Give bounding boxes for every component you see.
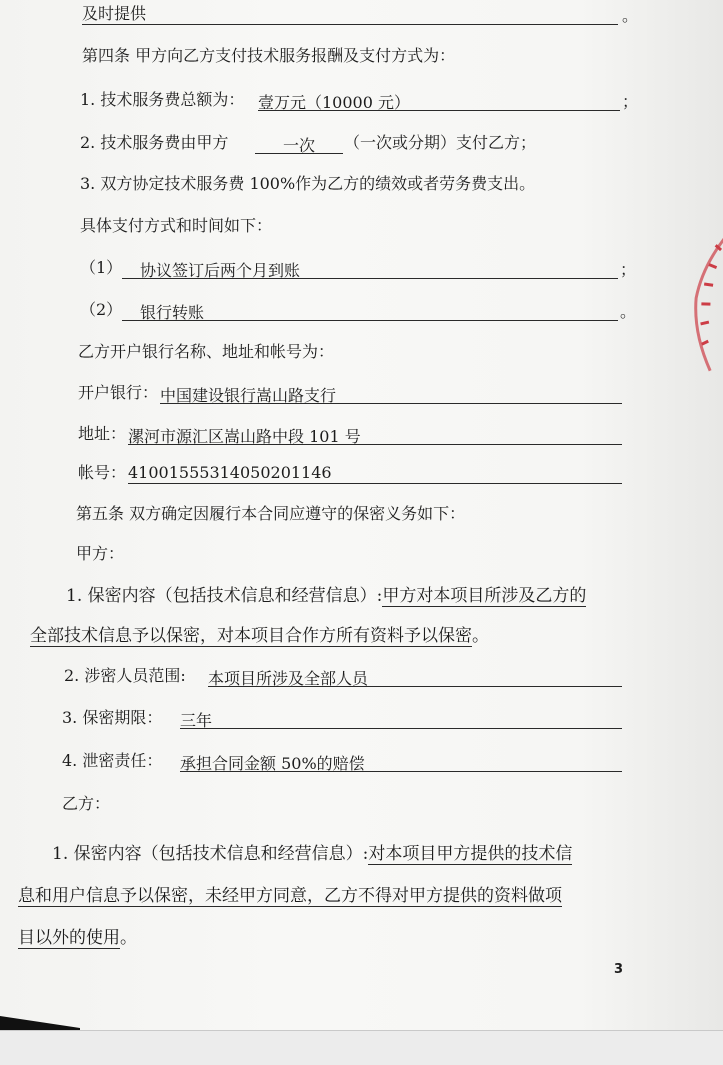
underline-timely xyxy=(82,4,618,25)
pay2-field xyxy=(122,300,618,321)
bank-intro: 乙方开户银行名称、地址和帐号为： xyxy=(78,342,335,361)
period: 。 xyxy=(622,6,639,25)
a1-label: 1. 保密内容（包括技术信息和经营信息）: xyxy=(66,586,383,606)
a4-label: 4. 泄密责任： xyxy=(62,751,163,770)
a1-value-2: 全部技术信息予以保密，对本项目合作方所有资料予以保密 xyxy=(30,626,472,646)
red-seal-stamp xyxy=(680,223,723,377)
a1-line-2 xyxy=(30,626,489,646)
scan-bottom-edge xyxy=(0,1030,723,1065)
fee-pay-label: 2. 技术服务费由甲方 xyxy=(80,133,229,152)
party-b-heading: 乙方： xyxy=(62,794,111,813)
period: 。 xyxy=(620,302,637,321)
pay-detail-title: 具体支付方式和时间如下： xyxy=(80,216,273,235)
a1-value-1: 甲方对本项目所涉及乙方的 xyxy=(382,586,587,606)
page-number: 3 xyxy=(613,962,623,977)
text-timely: 及时提供 xyxy=(82,4,147,23)
pay1-value: 协议签订后两个月到账 xyxy=(140,261,301,280)
a2-field xyxy=(208,666,622,687)
address-value: 漯河市源汇区嵩山路中段 101 号 xyxy=(128,427,361,446)
a4-value: 承担合同金额 50%的赔偿 xyxy=(180,754,365,773)
fee-pay-field xyxy=(255,133,343,154)
a1-end: 。 xyxy=(472,626,489,646)
b1-line-2 xyxy=(18,886,562,906)
b1-line xyxy=(52,844,572,864)
pay1-label: （1） xyxy=(80,258,123,277)
bank-value: 中国建设银行嵩山路支行 xyxy=(160,386,337,405)
semicolon: ； xyxy=(620,260,637,279)
fee-total-field xyxy=(258,90,620,111)
a2-label: 2. 涉密人员范围: xyxy=(64,666,186,685)
b1-value-1: 对本项目甲方提供的技术信 xyxy=(368,844,573,864)
b1-end: 。 xyxy=(120,928,137,948)
pay2-value: 银行转账 xyxy=(140,303,205,322)
a1-line xyxy=(66,586,586,606)
account-value: 41001555314050201146 xyxy=(128,463,332,482)
party-a-heading: 甲方： xyxy=(76,544,125,563)
pay2-label: （2） xyxy=(80,300,123,319)
fee-total-label: 1. 技术服务费总额为： xyxy=(80,90,245,109)
a3-field xyxy=(180,708,622,729)
pay1-field xyxy=(122,258,618,279)
semicolon: ； xyxy=(622,92,639,111)
fee-pay-value: 一次 xyxy=(282,136,315,155)
bank-label: 开户银行： xyxy=(78,383,159,402)
account-field xyxy=(128,463,622,484)
b1-line-3 xyxy=(18,928,137,948)
address-label: 地址： xyxy=(78,424,127,443)
b1-value-3: 目以外的使用 xyxy=(18,928,120,948)
a4-field xyxy=(180,751,622,772)
a3-value: 三年 xyxy=(180,711,213,730)
fee-pay-rest: （一次或分期）支付乙方； xyxy=(344,133,537,152)
address-field xyxy=(128,424,622,445)
fee-total-value: 壹万元（10000 元） xyxy=(258,93,410,112)
fee-share-text: 3. 双方协定技术服务费 100%作为乙方的绩效或者劳务费支出。 xyxy=(80,174,536,193)
article-5-title: 第五条 双方确定因履行本合同应遵守的保密义务如下： xyxy=(76,504,466,523)
a2-value: 本项目所涉及全部人员 xyxy=(208,669,369,688)
b1-value-2: 息和用户信息予以保密，未经甲方同意，乙方不得对甲方提供的资料做项 xyxy=(18,886,562,906)
b1-label: 1. 保密内容（包括技术信息和经营信息）: xyxy=(52,844,369,864)
account-label: 帐号： xyxy=(78,463,127,482)
a3-label: 3. 保密期限： xyxy=(62,708,163,727)
bank-field xyxy=(160,383,622,404)
article-4-title: 第四条 甲方向乙方支付技术服务报酬及支付方式为： xyxy=(82,46,456,65)
